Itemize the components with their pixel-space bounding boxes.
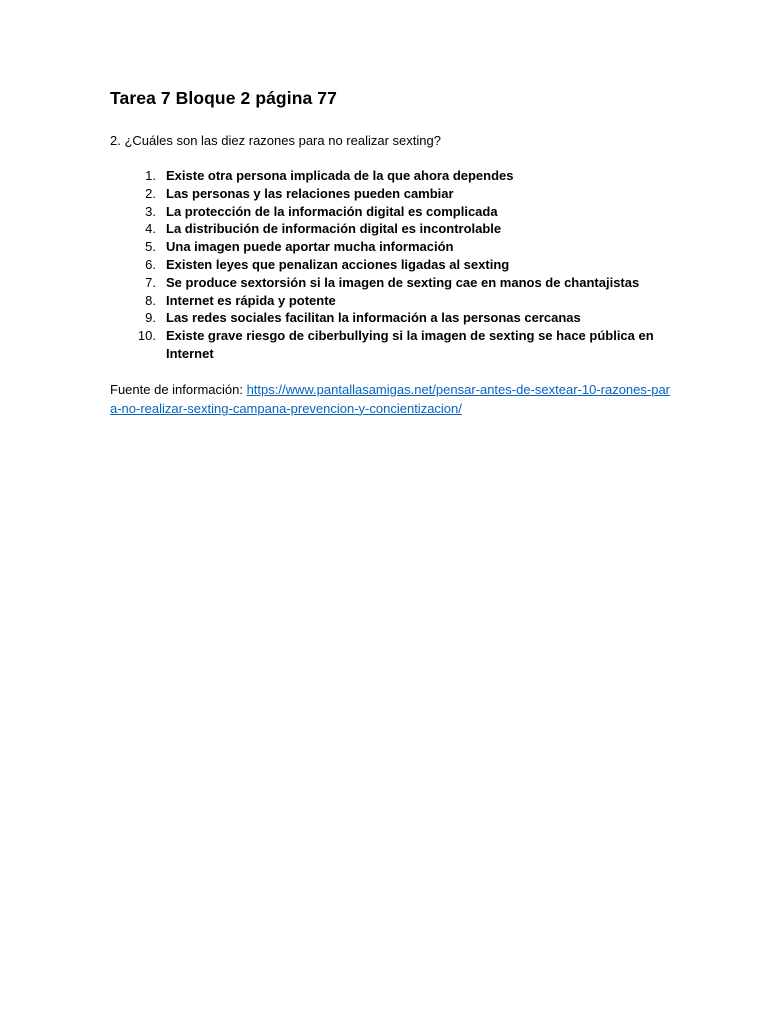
document-content bbox=[110, 86, 670, 418]
list-item-text: Existe otra persona implicada de la que ahora dependes bbox=[166, 168, 514, 183]
list-item-text: Las redes sociales facilitan la información a las personas cercanas bbox=[166, 310, 581, 326]
list-item-number: 2. bbox=[145, 185, 156, 201]
list-item-number: 8. bbox=[145, 292, 156, 308]
question-text: 2. ¿Cuáles son las diez razones para no realizar sexting? bbox=[110, 133, 441, 148]
list-item-number: 4. bbox=[145, 221, 156, 237]
list-item bbox=[110, 327, 670, 363]
source-link[interactable]: https://www.pantallasamigas.net/pensar-antes-de-sextear-10-razones-para-no-realizar-sexting-campana-prevencion-y-concientizacion/ bbox=[110, 381, 671, 416]
list-item bbox=[110, 256, 670, 274]
list-item-text: Las personas y las relaciones pueden cambiar bbox=[166, 185, 454, 201]
list-item-text: La distribución de información digital es incontrolable bbox=[166, 221, 502, 237]
list-item-number: 5. bbox=[145, 239, 156, 255]
list-item-text: Una imagen puede aportar mucha información bbox=[166, 239, 454, 255]
list-item-number: 6. bbox=[145, 256, 156, 272]
list-item-text: Existen leyes que penalizan acciones ligadas al sexting bbox=[166, 256, 510, 272]
list-item-number: 3. bbox=[145, 203, 156, 219]
list-item bbox=[110, 185, 670, 203]
list-item bbox=[110, 238, 670, 256]
list-item-number: 9. bbox=[145, 310, 156, 326]
source-label: Fuente de información: bbox=[110, 381, 247, 397]
source-paragraph bbox=[110, 380, 670, 418]
reasons-list bbox=[110, 167, 670, 363]
list-item bbox=[110, 309, 670, 327]
list-item-text: Se produce sextorsión si la imagen de sexting cae en manos de chantajistas bbox=[166, 274, 640, 290]
list-item bbox=[110, 274, 670, 292]
list-item-text: Internet es rápida y potente bbox=[166, 292, 336, 308]
list-item-text: La protección de la información digital es complicada bbox=[166, 203, 498, 219]
document-title: Tarea 7 Bloque 2 página 77 bbox=[110, 88, 337, 108]
list-item bbox=[110, 203, 670, 221]
list-item-number: 10. bbox=[137, 328, 156, 344]
list-item-number: 7. bbox=[145, 274, 156, 290]
list-item bbox=[110, 167, 670, 185]
list-item-text: Existe grave riesgo de ciberbullying si la imagen de sexting se hace pública en Internet bbox=[166, 328, 654, 361]
list-item bbox=[110, 220, 670, 238]
list-item bbox=[110, 292, 670, 310]
list-item-number: 1. bbox=[145, 168, 156, 183]
